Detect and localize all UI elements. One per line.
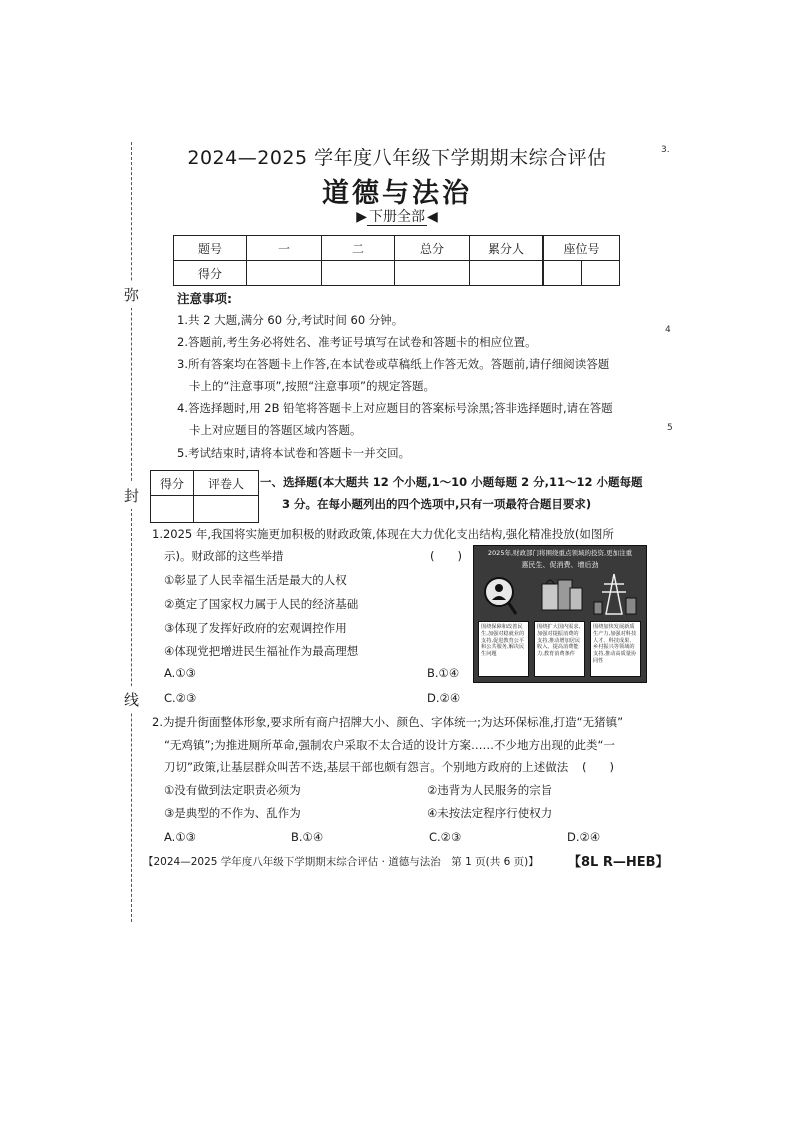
q1-option-b: B.①④ (427, 666, 460, 680)
grader-score-label: 得分 (151, 471, 194, 496)
arrow-left-icon: ◀ (427, 209, 438, 225)
seat-label: 座位号 (544, 236, 620, 261)
seal-line (131, 142, 132, 922)
q1-option-a: A.①③ (164, 666, 196, 680)
q2-statement: ④未按法定程序行使权力 (427, 806, 553, 820)
score-input-cell (470, 261, 543, 286)
arrow-right-icon: ▶ (356, 209, 367, 225)
notice-item: 3.所有答案均在答题卡上作答,在本试卷或草稿纸上作答无效。答题前,请仔细阅读答题 (177, 357, 610, 371)
seat-cell (544, 261, 582, 286)
q1-stem-line: 1.2025 年,我国将实施更加积极的财政政策,体现在大力优化支出结构,强化精准投放(如图所 (152, 527, 614, 541)
score-cell: 题号 (174, 236, 247, 261)
q2-option-d: D.②④ (567, 830, 601, 844)
magnifier-person-icon (485, 578, 516, 614)
edge-mark-3: 5 (667, 423, 673, 433)
edge-mark-2: 4 (665, 325, 671, 335)
q2-option-b: B.①④ (291, 830, 324, 844)
scope-line (0, 206, 794, 226)
score-cell: 累分人 (470, 236, 543, 261)
grader-table (150, 470, 259, 523)
section-heading (260, 471, 650, 515)
q1-statement: ①彰显了人民幸福生活是最大的人权 (164, 573, 347, 587)
score-cell: 总分 (395, 236, 470, 261)
paper-code: 【8L R—HEB】 (568, 855, 669, 870)
notice-item: 卡上对应题目的答题区域内答题。 (189, 423, 362, 437)
seal-char-xian: 线 (124, 686, 139, 713)
figure-box: 围绕扩大国内需求,加强对提振消费的支持,推动增加居民收入、提高消费能力,教育消费条件 (534, 621, 585, 677)
score-cell: 一 (247, 236, 322, 261)
q2-statement: ②违背为人民服务的宗旨 (427, 783, 553, 797)
q1-option-c: C.②③ (164, 691, 197, 705)
q2-statement: ①没有做到法定职责必须为 (164, 783, 301, 797)
grader-cell (151, 496, 194, 523)
seal-char-feng: 封 (124, 482, 139, 509)
figure-icons (474, 570, 646, 620)
notice-title: 注意事项: (177, 291, 232, 306)
q2-stem-line: 刀切”政策,让基层群众叫苦不迭,基层干部也颇有怨言。个别地方政府的上述做法 (164, 760, 569, 774)
edge-mark-1: 3. (661, 145, 670, 155)
figure-title: 2025年,财政部门将围绕重点领域的投资,更加注重 (487, 549, 633, 557)
q2-option-a: A.①③ (164, 830, 196, 844)
q2-option-c: C.②③ (429, 830, 462, 844)
q1-figure (473, 545, 647, 683)
grader-label: 评卷人 (194, 471, 259, 496)
score-input-cell (395, 261, 470, 286)
q1-statement: ②奠定了国家权力属于人民的经济基础 (164, 597, 359, 611)
figure-box: 围绕保障和改善民生,加强对稳就业的支持,促进教育公平和公共服务,解决民生问题 (478, 621, 529, 677)
section-heading-line: 3 分。在每小题列出的四个选项中,只有一项最符合题目要求) (282, 497, 592, 511)
notice-item: 4.答选择题时,用 2B 铅笔将答题卡上对应题目的答案标号涂黑;答非选择题时,请在答题 (177, 401, 613, 415)
seal-char-mi: 弥 (124, 281, 139, 308)
scope-label: 下册全部 (369, 209, 425, 225)
figure-box: 围绕加快发展新质生产力,加强对科技人才、科技成果、乡村振兴等领域的支持,推动高质量协同性 (590, 621, 641, 677)
score-input-cell (247, 261, 322, 286)
shopping-bags-icon (542, 580, 582, 610)
q2-paren: ( ) (582, 760, 614, 774)
notice-item: 1.共 2 大题,满分 60 分,考试时间 60 分钟。 (177, 313, 404, 327)
q2-stem-line: “无鸡镇”;为推进厕所革命,强制农户采取不太合适的设计方案……不少地方出现的此类“一 (164, 738, 615, 752)
seat-table (543, 235, 620, 286)
notice-item: 5.考试结束时,请将本试卷和答题卡一并交回。 (177, 446, 411, 460)
notice-item: 卡上的“注意事项”,按照“注意事项”的规定答题。 (189, 379, 435, 393)
q1-stem-line: 示)。财政部的这些举措 (164, 549, 284, 563)
q1-option-d: D.②④ (427, 691, 461, 705)
seat-cell (582, 261, 620, 286)
notice-item: 2.答题前,考生务必将姓名、准考证号填写在试卷和答题卡的相应位置。 (177, 335, 537, 349)
power-tower-icon (594, 574, 636, 614)
q1-statement: ③体现了发挥好政府的宏观调控作用 (164, 621, 347, 635)
q1-paren: ( ) (430, 549, 462, 563)
score-input-cell (322, 261, 395, 286)
section-heading-line: 一、选择题(本大题共 12 个小题,1～10 小题每题 2 分,11～12 小题每题 (260, 475, 643, 489)
subject-title: 道德与法治 (322, 178, 472, 209)
grader-cell (194, 496, 259, 523)
q1-statement: ④体现党把增进民生福祉作为最高理想 (164, 644, 359, 658)
page-footer: 【2024—2025 学年度八年级下学期期末综合评估 · 道德与法治 第 1 页(共 6 页)】 (143, 856, 539, 868)
figure-subtitle: 惠民生、促消费、增后劲 (521, 561, 599, 569)
score-cell: 二 (322, 236, 395, 261)
q2-stem-line: 2.为提升街面整体形象,要求所有商户招牌大小、颜色、字体统一;为达环保标准,打造“无猪镇” (152, 715, 624, 729)
score-cell: 得分 (174, 261, 247, 286)
exam-title: 2024—2025 学年度八年级下学期期末综合评估 (187, 147, 607, 169)
score-table (173, 235, 543, 286)
q2-statement: ③是典型的不作为、乱作为 (164, 806, 301, 820)
